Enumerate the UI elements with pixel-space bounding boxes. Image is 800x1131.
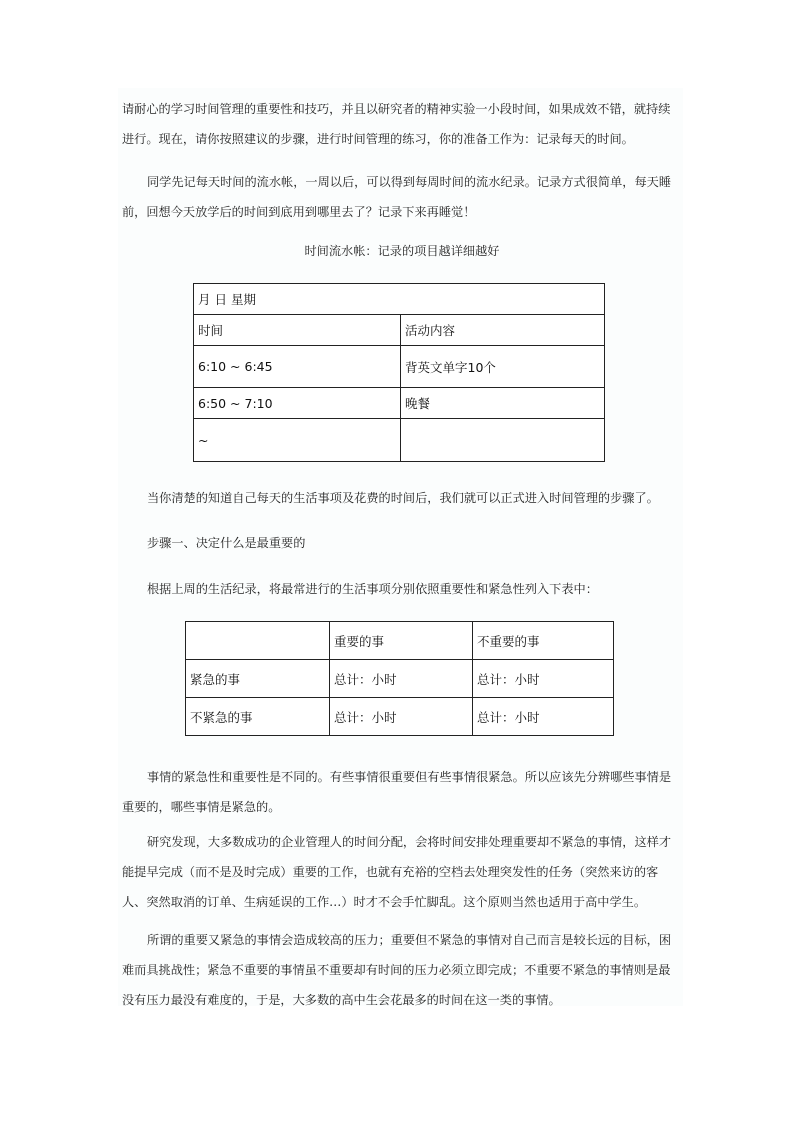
log-time-cell: 6:50 ~ 7:10	[194, 388, 401, 419]
table-row	[194, 388, 605, 419]
urgency-importance-matrix	[185, 621, 614, 736]
paragraph-urgency-vs-importance: 事情的紧急性和重要性是不同的。有些事情很重要但有些事情很紧急。所以应该先分辨哪些事情是重要的，哪些事情是紧急的。	[122, 770, 672, 814]
matrix-total-cell: 总计：小时	[473, 698, 614, 736]
matrix-row-urgent: 紧急的事	[186, 660, 330, 698]
log-activity-cell	[401, 419, 605, 462]
paragraph-transition: 当你清楚的知道自己每天的生活事项及花费的时间后，我们就可以正式进入时间管理的步骤了。	[147, 491, 659, 505]
paragraph-pressure: 所谓的重要又紧急的事情会造成较高的压力；重要但不紧急的事情对自己而言是较长远的目标，困难而具挑战性；紧急不重要的事情虽不重要却有时间的压力必须立即完成；不重要不紧急的事情则是最没有压力最没有难度的，于是，大多数的高中生会花最多的时间在这一类的事情。	[122, 933, 672, 1007]
log-time-cell: ~	[194, 419, 401, 462]
log-table-date-header: 月 日 星期	[194, 284, 605, 315]
matrix-total-cell: 总计：小时	[330, 660, 473, 698]
time-log-table	[193, 283, 605, 462]
paragraph-instructions: 根据上周的生活纪录，将最常进行的生活事项分别依照重要性和紧急性列入下表中：	[147, 582, 598, 596]
log-time-cell: 6:10 ~ 6:45	[194, 346, 401, 388]
table-row	[194, 346, 605, 388]
matrix-corner-cell	[186, 622, 330, 660]
matrix-row-not-urgent: 不紧急的事	[186, 698, 330, 736]
matrix-col-unimportant: 不重要的事	[473, 622, 614, 660]
table-row	[194, 419, 605, 462]
table-row	[186, 698, 614, 736]
log-table-activity-header: 活动内容	[401, 315, 605, 346]
matrix-col-important: 重要的事	[330, 622, 473, 660]
paragraph-record-method: 同学先记每天时间的流水帐，一周以后，可以得到每周时间的流水纪录。记录方式很简单，每天睡前，回想今天放学后的时间到底用到哪里去了？记录下来再睡觉！	[122, 175, 672, 219]
matrix-total-cell: 总计：小时	[330, 698, 473, 736]
log-activity-cell: 背英文单字10个	[401, 346, 605, 388]
paragraph-intro: 请耐心的学习时间管理的重要性和技巧，并且以研究者的精神实验一小段时间，如果成效不错，就持续进行。现在，请你按照建议的步骤，进行时间管理的练习，你的准备工作为：记录每天的时间。	[122, 102, 671, 146]
step-one-heading: 步骤一、决定什么是最重要的	[147, 536, 306, 550]
matrix-total-cell: 总计：小时	[473, 660, 614, 698]
log-table-time-header: 时间	[194, 315, 401, 346]
log-table-caption: 时间流水帐：记录的项目越详细越好	[304, 244, 500, 258]
table-row	[186, 660, 614, 698]
paragraph-research: 研究发现，大多数成功的企业管理人的时间分配，会将时间安排处理重要却不紧急的事情，这样才能提早完成（而不是及时完成）重要的工作，也就有充裕的空档去处理突发性的任务（突然来访的客人、突然取消的订单、生病延误的工作…）时才不会手忙脚乱。这个原则当然也适用于高中学生。	[122, 835, 672, 909]
log-activity-cell: 晚餐	[401, 388, 605, 419]
